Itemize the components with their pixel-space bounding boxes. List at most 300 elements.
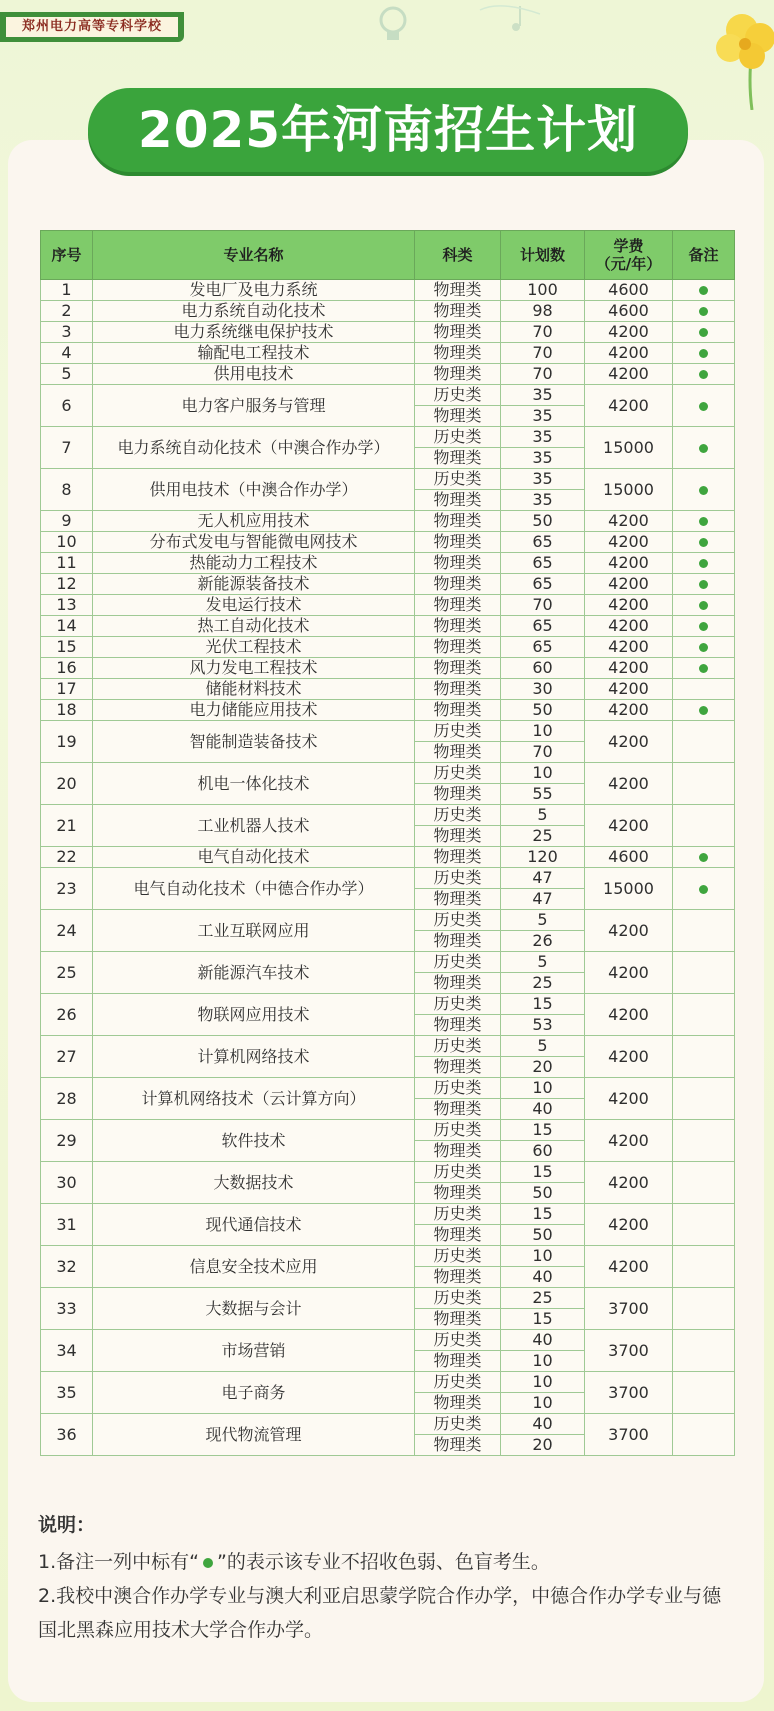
table-row xyxy=(41,1372,735,1393)
table-row xyxy=(41,1288,735,1309)
category-cell: 物理类 xyxy=(415,1435,501,1456)
category-cell: 历史类 xyxy=(415,1204,501,1225)
category-cell: 物理类 xyxy=(415,406,501,427)
plan-count-cell: 47 xyxy=(501,889,585,910)
col-header-major: 专业名称 xyxy=(93,231,415,280)
tuition-cell: 4200 xyxy=(585,1120,673,1162)
green-dot-icon xyxy=(699,349,708,358)
tuition-cell: 4200 xyxy=(585,658,673,679)
category-cell: 物理类 xyxy=(415,322,501,343)
remark-cell xyxy=(673,469,735,511)
plan-count-cell: 10 xyxy=(501,1078,585,1099)
green-dot-icon xyxy=(699,622,708,631)
row-number: 4 xyxy=(41,343,93,364)
category-cell: 历史类 xyxy=(415,427,501,448)
remark-cell xyxy=(673,1372,735,1414)
plan-count-cell: 15 xyxy=(501,1162,585,1183)
major-name: 供用电技术 xyxy=(93,364,415,385)
remark-cell xyxy=(673,721,735,763)
remark-cell xyxy=(673,679,735,700)
tuition-cell: 3700 xyxy=(585,1372,673,1414)
row-number: 34 xyxy=(41,1330,93,1372)
row-number: 30 xyxy=(41,1162,93,1204)
remark-cell xyxy=(673,322,735,343)
plan-count-cell: 10 xyxy=(501,1372,585,1393)
col-header-fee: 学费 （元/年） xyxy=(585,231,673,280)
table-row xyxy=(41,595,735,616)
row-number: 24 xyxy=(41,910,93,952)
plan-count-cell: 70 xyxy=(501,343,585,364)
tuition-cell: 15000 xyxy=(585,469,673,511)
remark-cell xyxy=(673,616,735,637)
remark-cell xyxy=(673,1330,735,1372)
row-number: 17 xyxy=(41,679,93,700)
row-number: 12 xyxy=(41,574,93,595)
major-name: 大数据技术 xyxy=(93,1162,415,1204)
tuition-cell: 3700 xyxy=(585,1288,673,1330)
green-dot-icon xyxy=(699,885,708,894)
major-name: 电力系统自动化技术 xyxy=(93,301,415,322)
tuition-cell: 15000 xyxy=(585,427,673,469)
category-cell: 物理类 xyxy=(415,1309,501,1330)
green-dot-icon xyxy=(699,664,708,673)
row-number: 29 xyxy=(41,1120,93,1162)
major-name: 新能源汽车技术 xyxy=(93,952,415,994)
plan-count-cell: 5 xyxy=(501,1036,585,1057)
major-name: 电子商务 xyxy=(93,1372,415,1414)
category-cell: 物理类 xyxy=(415,847,501,868)
note-1 xyxy=(38,1545,738,1579)
green-dot-icon xyxy=(699,538,708,547)
tuition-cell: 4200 xyxy=(585,952,673,994)
major-name: 输配电工程技术 xyxy=(93,343,415,364)
plan-count-cell: 65 xyxy=(501,616,585,637)
remark-cell xyxy=(673,805,735,847)
plan-count-cell: 47 xyxy=(501,868,585,889)
table-header-row xyxy=(41,231,735,280)
plan-count-cell: 65 xyxy=(501,553,585,574)
major-name: 光伏工程技术 xyxy=(93,637,415,658)
table-row xyxy=(41,301,735,322)
remark-cell xyxy=(673,427,735,469)
category-cell: 物理类 xyxy=(415,616,501,637)
table-row xyxy=(41,763,735,784)
table-row xyxy=(41,910,735,931)
table-row xyxy=(41,553,735,574)
major-name: 储能材料技术 xyxy=(93,679,415,700)
major-name: 热工自动化技术 xyxy=(93,616,415,637)
enrollment-plan-table xyxy=(40,230,735,1456)
row-number: 9 xyxy=(41,511,93,532)
category-cell: 历史类 xyxy=(415,1078,501,1099)
tuition-cell: 4200 xyxy=(585,994,673,1036)
green-dot-icon xyxy=(699,853,708,862)
remark-cell xyxy=(673,553,735,574)
plan-count-cell: 25 xyxy=(501,973,585,994)
major-name: 现代物流管理 xyxy=(93,1414,415,1456)
major-name: 供用电技术（中澳合作办学） xyxy=(93,469,415,511)
major-name: 电力系统继电保护技术 xyxy=(93,322,415,343)
green-dot-icon xyxy=(699,601,708,610)
category-cell: 物理类 xyxy=(415,532,501,553)
green-dot-icon xyxy=(699,643,708,652)
row-number: 26 xyxy=(41,994,93,1036)
category-cell: 物理类 xyxy=(415,343,501,364)
table-row xyxy=(41,1162,735,1183)
row-number: 2 xyxy=(41,301,93,322)
major-name: 工业机器人技术 xyxy=(93,805,415,847)
category-cell: 物理类 xyxy=(415,1183,501,1204)
remark-cell xyxy=(673,952,735,994)
flower-icon xyxy=(716,14,774,110)
plan-count-cell: 5 xyxy=(501,805,585,826)
category-cell: 历史类 xyxy=(415,385,501,406)
category-cell: 物理类 xyxy=(415,364,501,385)
category-cell: 物理类 xyxy=(415,784,501,805)
tuition-cell: 15000 xyxy=(585,868,673,910)
row-number: 20 xyxy=(41,763,93,805)
tuition-cell: 4200 xyxy=(585,364,673,385)
row-number: 5 xyxy=(41,364,93,385)
green-dot-icon xyxy=(699,486,708,495)
row-number: 33 xyxy=(41,1288,93,1330)
category-cell: 物理类 xyxy=(415,637,501,658)
plan-count-cell: 35 xyxy=(501,490,585,511)
notes-title: 说明： xyxy=(38,1514,96,1536)
plan-count-cell: 5 xyxy=(501,952,585,973)
tuition-cell: 4200 xyxy=(585,679,673,700)
green-dot-icon xyxy=(699,580,708,589)
row-number: 27 xyxy=(41,1036,93,1078)
green-dot-icon xyxy=(203,1558,213,1568)
category-cell: 历史类 xyxy=(415,910,501,931)
table-row xyxy=(41,532,735,553)
category-cell: 物理类 xyxy=(415,973,501,994)
category-cell: 物理类 xyxy=(415,931,501,952)
remark-cell xyxy=(673,511,735,532)
plan-count-cell: 120 xyxy=(501,847,585,868)
category-cell: 物理类 xyxy=(415,1351,501,1372)
row-number: 25 xyxy=(41,952,93,994)
major-name: 风力发电工程技术 xyxy=(93,658,415,679)
row-number: 35 xyxy=(41,1372,93,1414)
row-number: 11 xyxy=(41,553,93,574)
plan-count-cell: 40 xyxy=(501,1267,585,1288)
major-name: 电气自动化技术（中德合作办学） xyxy=(93,868,415,910)
table-row xyxy=(41,511,735,532)
remark-cell xyxy=(673,1078,735,1120)
green-dot-icon xyxy=(699,286,708,295)
category-cell: 物理类 xyxy=(415,700,501,721)
row-number: 19 xyxy=(41,721,93,763)
remark-cell xyxy=(673,1036,735,1078)
plan-count-cell: 10 xyxy=(501,1246,585,1267)
table-row xyxy=(41,679,735,700)
tuition-cell: 3700 xyxy=(585,1414,673,1456)
tuition-cell: 4600 xyxy=(585,280,673,301)
remark-cell xyxy=(673,364,735,385)
row-number: 21 xyxy=(41,805,93,847)
table-row xyxy=(41,1120,735,1141)
plan-count-cell: 26 xyxy=(501,931,585,952)
table-row xyxy=(41,658,735,679)
category-cell: 历史类 xyxy=(415,1414,501,1435)
remark-cell xyxy=(673,1162,735,1204)
plan-count-cell: 60 xyxy=(501,1141,585,1162)
row-number: 1 xyxy=(41,280,93,301)
tuition-cell: 4200 xyxy=(585,343,673,364)
remark-cell xyxy=(673,1246,735,1288)
plan-count-cell: 25 xyxy=(501,1288,585,1309)
green-dot-icon xyxy=(699,370,708,379)
tuition-cell: 3700 xyxy=(585,1330,673,1372)
table-row xyxy=(41,700,735,721)
plan-count-cell: 20 xyxy=(501,1435,585,1456)
plan-count-cell: 60 xyxy=(501,658,585,679)
category-cell: 物理类 xyxy=(415,574,501,595)
category-cell: 历史类 xyxy=(415,952,501,973)
music-note-icon xyxy=(480,6,540,31)
category-cell: 历史类 xyxy=(415,1246,501,1267)
plan-count-cell: 35 xyxy=(501,448,585,469)
category-cell: 物理类 xyxy=(415,658,501,679)
row-number: 32 xyxy=(41,1246,93,1288)
row-number: 7 xyxy=(41,427,93,469)
row-number: 8 xyxy=(41,469,93,511)
tuition-cell: 4200 xyxy=(585,1246,673,1288)
table-row xyxy=(41,364,735,385)
plan-count-cell: 50 xyxy=(501,700,585,721)
table-row xyxy=(41,469,735,490)
table-row xyxy=(41,1036,735,1057)
tuition-cell: 4200 xyxy=(585,700,673,721)
plan-count-cell: 65 xyxy=(501,637,585,658)
green-dot-icon xyxy=(699,559,708,568)
row-number: 23 xyxy=(41,868,93,910)
green-dot-icon xyxy=(699,402,708,411)
green-dot-icon xyxy=(699,706,708,715)
row-number: 36 xyxy=(41,1414,93,1456)
major-name: 无人机应用技术 xyxy=(93,511,415,532)
tuition-cell: 4200 xyxy=(585,1204,673,1246)
col-header-plan: 计划数 xyxy=(501,231,585,280)
table-row xyxy=(41,1078,735,1099)
tuition-cell: 4200 xyxy=(585,574,673,595)
row-number: 6 xyxy=(41,385,93,427)
remark-cell xyxy=(673,700,735,721)
table-row xyxy=(41,343,735,364)
plan-count-cell: 35 xyxy=(501,469,585,490)
remark-cell xyxy=(673,637,735,658)
major-name: 热能动力工程技术 xyxy=(93,553,415,574)
category-cell: 历史类 xyxy=(415,994,501,1015)
col-header-remark: 备注 xyxy=(673,231,735,280)
category-cell: 历史类 xyxy=(415,1288,501,1309)
plan-count-cell: 20 xyxy=(501,1057,585,1078)
plan-count-cell: 40 xyxy=(501,1414,585,1435)
plan-count-cell: 100 xyxy=(501,280,585,301)
table-row xyxy=(41,1246,735,1267)
category-cell: 物理类 xyxy=(415,1015,501,1036)
table-row xyxy=(41,994,735,1015)
row-number: 15 xyxy=(41,637,93,658)
plan-count-cell: 50 xyxy=(501,1183,585,1204)
tuition-cell: 4200 xyxy=(585,1078,673,1120)
category-cell: 历史类 xyxy=(415,805,501,826)
remark-cell xyxy=(673,1204,735,1246)
row-number: 18 xyxy=(41,700,93,721)
tuition-cell: 4200 xyxy=(585,637,673,658)
major-name: 信息安全技术应用 xyxy=(93,1246,415,1288)
tuition-cell: 4200 xyxy=(585,532,673,553)
notes-section xyxy=(38,1510,738,1647)
tuition-cell: 4200 xyxy=(585,1162,673,1204)
category-cell: 物理类 xyxy=(415,280,501,301)
major-name: 电力储能应用技术 xyxy=(93,700,415,721)
remark-cell xyxy=(673,658,735,679)
table-row xyxy=(41,805,735,826)
major-name: 计算机网络技术（云计算方向） xyxy=(93,1078,415,1120)
plan-count-cell: 50 xyxy=(501,511,585,532)
col-header-no: 序号 xyxy=(41,231,93,280)
tuition-cell: 4200 xyxy=(585,805,673,847)
row-number: 16 xyxy=(41,658,93,679)
table-row xyxy=(41,427,735,448)
major-name: 机电一体化技术 xyxy=(93,763,415,805)
lightbulb-icon xyxy=(381,8,405,40)
major-name: 电力客户服务与管理 xyxy=(93,385,415,427)
row-number: 31 xyxy=(41,1204,93,1246)
row-number: 13 xyxy=(41,595,93,616)
major-name: 电力系统自动化技术（中澳合作办学） xyxy=(93,427,415,469)
table-row xyxy=(41,847,735,868)
plan-count-cell: 70 xyxy=(501,742,585,763)
category-cell: 历史类 xyxy=(415,1120,501,1141)
plan-count-cell: 10 xyxy=(501,1351,585,1372)
tuition-cell: 4200 xyxy=(585,322,673,343)
category-cell: 物理类 xyxy=(415,301,501,322)
tuition-cell: 4200 xyxy=(585,1036,673,1078)
category-cell: 历史类 xyxy=(415,1372,501,1393)
major-name: 市场营销 xyxy=(93,1330,415,1372)
category-cell: 历史类 xyxy=(415,763,501,784)
remark-cell xyxy=(673,532,735,553)
major-name: 发电厂及电力系统 xyxy=(93,280,415,301)
plan-count-cell: 98 xyxy=(501,301,585,322)
tuition-cell: 4200 xyxy=(585,616,673,637)
category-cell: 物理类 xyxy=(415,553,501,574)
col-header-category: 科类 xyxy=(415,231,501,280)
tuition-cell: 4200 xyxy=(585,763,673,805)
plan-count-cell: 70 xyxy=(501,322,585,343)
category-cell: 历史类 xyxy=(415,469,501,490)
category-cell: 历史类 xyxy=(415,1162,501,1183)
green-dot-icon xyxy=(699,307,708,316)
category-cell: 物理类 xyxy=(415,826,501,847)
category-cell: 物理类 xyxy=(415,1141,501,1162)
note-2: 2.我校中澳合作办学专业与澳大利亚启思蒙学院合作办学，中德合作办学专业与德国北黑森应用技术大学合作办学。 xyxy=(38,1585,722,1641)
major-name: 计算机网络技术 xyxy=(93,1036,415,1078)
table-row xyxy=(41,280,735,301)
remark-cell xyxy=(673,385,735,427)
major-name: 新能源装备技术 xyxy=(93,574,415,595)
plan-count-cell: 35 xyxy=(501,385,585,406)
row-number: 3 xyxy=(41,322,93,343)
table-row xyxy=(41,385,735,406)
tuition-cell: 4200 xyxy=(585,511,673,532)
plan-count-cell: 40 xyxy=(501,1099,585,1120)
major-name: 发电运行技术 xyxy=(93,595,415,616)
category-cell: 物理类 xyxy=(415,511,501,532)
plan-count-cell: 50 xyxy=(501,1225,585,1246)
remark-cell xyxy=(673,910,735,952)
major-name: 现代通信技术 xyxy=(93,1204,415,1246)
category-cell: 物理类 xyxy=(415,448,501,469)
major-name: 工业互联网应用 xyxy=(93,910,415,952)
major-name: 电气自动化技术 xyxy=(93,847,415,868)
tuition-cell: 4200 xyxy=(585,595,673,616)
table-row xyxy=(41,1330,735,1351)
category-cell: 历史类 xyxy=(415,1036,501,1057)
remark-cell xyxy=(673,1414,735,1456)
remark-cell xyxy=(673,343,735,364)
plan-count-cell: 35 xyxy=(501,406,585,427)
plan-count-cell: 15 xyxy=(501,994,585,1015)
remark-cell xyxy=(673,1288,735,1330)
green-dot-icon xyxy=(699,328,708,337)
note-1-text-before: 1.备注一列中标有“ xyxy=(38,1551,199,1573)
category-cell: 物理类 xyxy=(415,742,501,763)
note-1-text-after: ”的表示该专业不招收色弱、色盲考生。 xyxy=(216,1551,550,1573)
plan-count-cell: 15 xyxy=(501,1120,585,1141)
table-row xyxy=(41,868,735,889)
major-name: 物联网应用技术 xyxy=(93,994,415,1036)
remark-cell xyxy=(673,301,735,322)
green-dot-icon xyxy=(699,517,708,526)
category-cell: 物理类 xyxy=(415,1225,501,1246)
table-row xyxy=(41,1204,735,1225)
remark-cell xyxy=(673,994,735,1036)
remark-cell xyxy=(673,1120,735,1162)
category-cell: 物理类 xyxy=(415,1267,501,1288)
category-cell: 物理类 xyxy=(415,595,501,616)
plan-count-cell: 65 xyxy=(501,532,585,553)
remark-cell xyxy=(673,763,735,805)
major-name: 分布式发电与智能微电网技术 xyxy=(93,532,415,553)
plan-count-cell: 10 xyxy=(501,721,585,742)
category-cell: 物理类 xyxy=(415,1099,501,1120)
row-number: 14 xyxy=(41,616,93,637)
plan-count-cell: 10 xyxy=(501,1393,585,1414)
plan-count-cell: 15 xyxy=(501,1309,585,1330)
row-number: 10 xyxy=(41,532,93,553)
plan-count-cell: 35 xyxy=(501,427,585,448)
green-dot-icon xyxy=(699,444,708,453)
remark-cell xyxy=(673,280,735,301)
tuition-cell: 4200 xyxy=(585,910,673,952)
tuition-cell: 4600 xyxy=(585,847,673,868)
plan-count-cell: 70 xyxy=(501,364,585,385)
major-name: 大数据与会计 xyxy=(93,1288,415,1330)
table-row xyxy=(41,616,735,637)
category-cell: 物理类 xyxy=(415,679,501,700)
plan-count-cell: 65 xyxy=(501,574,585,595)
row-number: 22 xyxy=(41,847,93,868)
plan-count-cell: 30 xyxy=(501,679,585,700)
category-cell: 物理类 xyxy=(415,490,501,511)
major-name: 智能制造装备技术 xyxy=(93,721,415,763)
tuition-cell: 4200 xyxy=(585,721,673,763)
